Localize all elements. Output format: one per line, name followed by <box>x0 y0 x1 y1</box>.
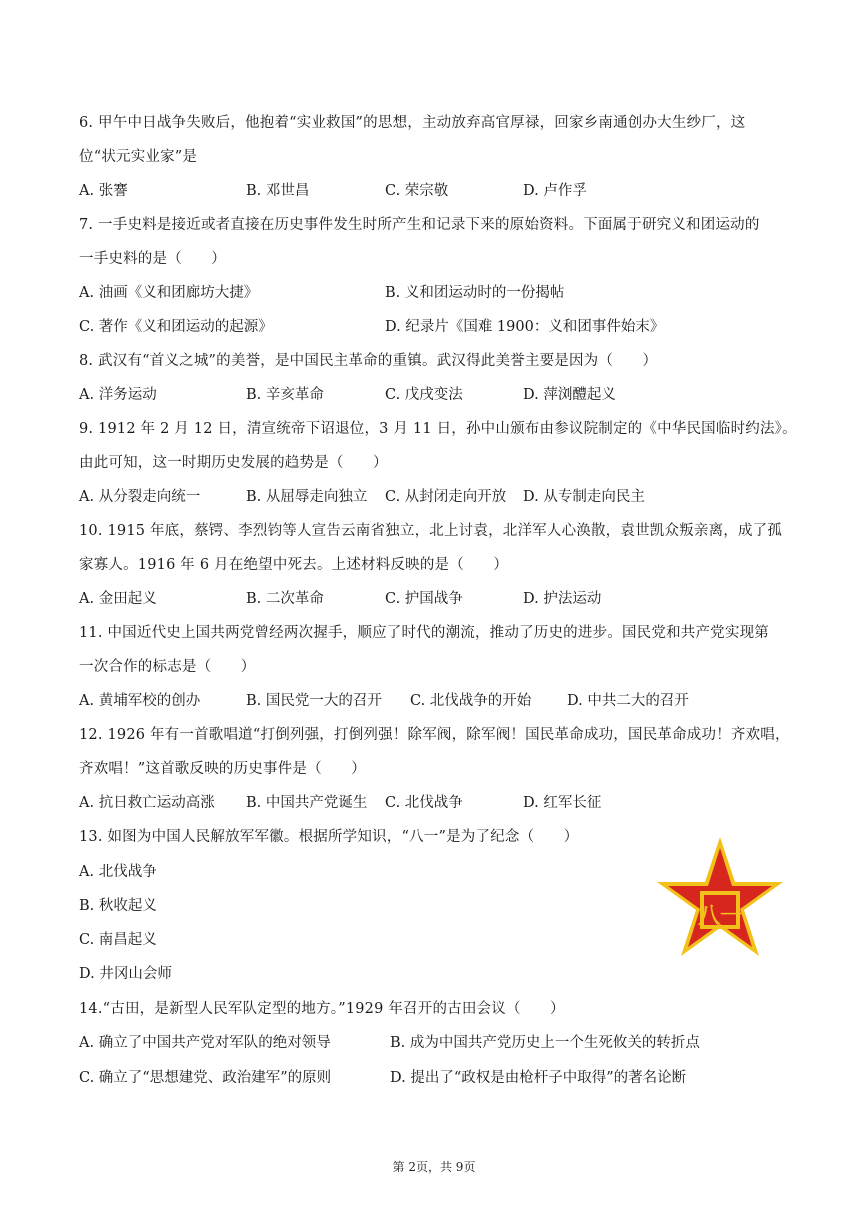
question-11-text-cont: 一次合作的标志是（ ） <box>79 659 256 675</box>
question-10-text-cont: 家寡人。1916 年 6 月在绝望中死去。上述材料反映的是（ ） <box>79 557 509 573</box>
q9-option-a: A. 从分裂走向统一 <box>79 489 201 505</box>
q12-option-b: B. 中国共产党诞生 <box>246 795 368 811</box>
pla-emblem-icon <box>654 835 786 961</box>
q12-option-c: C. 北伐战争 <box>385 795 463 811</box>
q10-option-d: D. 护法运动 <box>523 591 602 607</box>
q9-option-c: C. 从封闭走向开放 <box>385 489 507 505</box>
q7-option-a: A. 油画《义和团廊坊大捷》 <box>79 285 259 301</box>
q13-option-d: D. 井冈山会师 <box>79 966 172 982</box>
question-14-text: 14.“古田，是新型人民军队定型的地方。”1929 年召开的古田会议（ ） <box>79 1001 565 1017</box>
question-7-text: 7. 一手史料是接近或者直接在历史事件发生时所产生和记录下来的原始资料。下面属于研究义和团运动的 <box>79 217 760 233</box>
q14-option-d: D. 提出了“政权是由枪杆子中取得”的著名论断 <box>390 1070 687 1086</box>
question-8-text: 8. 武汉有“首义之城”的美誉，是中国民主革命的重镇。武汉得此美誉主要是因为（ ） <box>79 353 658 369</box>
q7-option-d: D. 纪录片《国难 1900：义和团事件始末》 <box>385 319 665 335</box>
q12-option-d: D. 红军长征 <box>523 795 602 811</box>
q8-option-d: D. 萍浏醴起义 <box>523 387 616 403</box>
q13-option-a: A. 北伐战争 <box>79 864 157 880</box>
q11-option-a: A. 黄埔军校的创办 <box>79 693 201 709</box>
question-12-text-cont: 齐欢唱！”这首歌反映的历史事件是（ ） <box>79 761 366 777</box>
q9-option-b: B. 从屈辱走向独立 <box>246 489 368 505</box>
question-10-text: 10. 1915 年底，蔡锷、李烈钧等人宣告云南省独立，北上讨袁，北洋军人心涣散，袁世凯众叛亲离，成了孤 <box>79 523 783 539</box>
q7-option-b: B. 义和团运动时的一份揭帖 <box>385 285 565 301</box>
q11-option-d: D. 中共二大的召开 <box>567 693 689 709</box>
question-12-text: 12. 1926 年有一首歌唱道“打倒列强，打倒列强！除军阀，除军阀！国民革命成功，国民革命成功！齐欢唱， <box>79 727 790 743</box>
q14-option-b: B. 成为中国共产党历史上一个生死攸关的转折点 <box>390 1035 700 1051</box>
q12-option-a: A. 抗日救亡运动高涨 <box>79 795 215 811</box>
q10-option-c: C. 护国战争 <box>385 591 463 607</box>
question-6-text-cont: 位“状元实业家”是 <box>79 149 198 165</box>
page-number-footer: 第 2页，共 9页 <box>392 1160 476 1174</box>
q14-option-a: A. 确立了中国共产党对军队的绝对领导 <box>79 1035 331 1051</box>
question-6-text: 6. 甲午中日战争失败后，他抱着“实业救国”的思想，主动放弃高官厚禄，回家乡南通创办大生纱厂，这 <box>79 115 746 131</box>
q6-option-c: C. 荣宗敬 <box>385 183 449 199</box>
question-9-text-cont: 由此可知，这一时期历史发展的趋势是（ ） <box>79 455 388 471</box>
q8-option-a: A. 洋务运动 <box>79 387 157 403</box>
q13-option-c: C. 南昌起义 <box>79 932 157 948</box>
q9-option-d: D. 从专制走向民主 <box>523 489 645 505</box>
q11-option-b: B. 国民党一大的召开 <box>246 693 382 709</box>
q8-option-b: B. 辛亥革命 <box>246 387 324 403</box>
q14-option-c: C. 确立了“思想建党、政治建军”的原则 <box>79 1070 332 1086</box>
q6-option-b: B. 邓世昌 <box>246 183 310 199</box>
q6-option-a: A. 张謇 <box>79 183 128 199</box>
q10-option-a: A. 金田起义 <box>79 591 157 607</box>
q6-option-d: D. 卢作孚 <box>523 183 587 199</box>
question-13-text: 13. 如图为中国人民解放军军徽。根据所学知识，“八一”是为了纪念（ ） <box>79 829 579 845</box>
q13-option-b: B. 秋收起义 <box>79 898 157 914</box>
q10-option-b: B. 二次革命 <box>246 591 324 607</box>
question-11-text: 11. 中国近代史上国共两党曾经两次握手，顺应了时代的潮流，推动了历史的进步。国民党和共产党实现第 <box>79 625 769 641</box>
q11-option-c: C. 北伐战争的开始 <box>410 693 532 709</box>
q8-option-c: C. 戊戌变法 <box>385 387 463 403</box>
emblem-text: 八一 <box>697 904 743 929</box>
q7-option-c: C. 著作《义和团运动的起源》 <box>79 319 273 335</box>
question-9-text: 9. 1912 年 2 月 12 日，清宣统帝下诏退位，3 月 11 日，孙中山颁布由参议院制定的《中华民国临时约法》。 <box>79 421 797 437</box>
question-7-text-cont: 一手史料的是（ ） <box>79 251 226 267</box>
